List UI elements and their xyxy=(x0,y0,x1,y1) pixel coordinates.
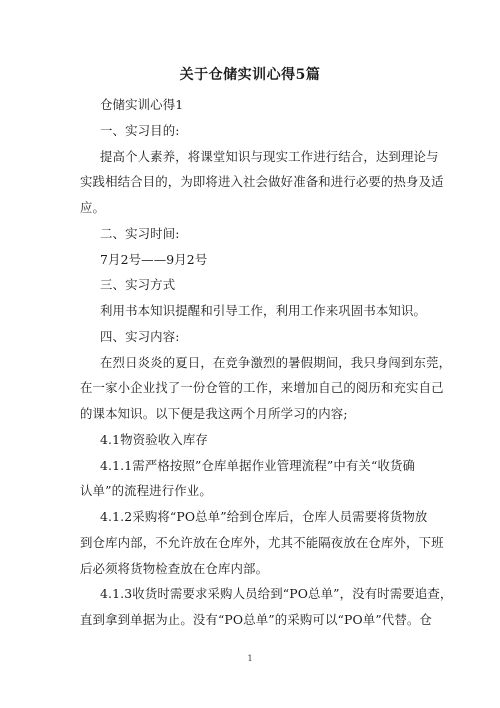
paragraph-line: 二、实习时间: xyxy=(100,226,180,241)
paragraph-line: 的课本知识。以下便是我这两个月所学习的内容; xyxy=(80,406,348,421)
paragraph-line: 应。 xyxy=(80,200,106,215)
paragraph-line: 在一家小企业找了一份仓管的工作，来增加自己的阅历和充实自己 xyxy=(80,380,444,395)
paragraph-line: 后必须将货物检查放在仓库内部。 xyxy=(80,561,269,576)
paragraph-line: 三、实习方式 xyxy=(100,277,176,292)
paragraph-line: 利用书本知识提醒和引导工作，利用工作来巩固书本知识。 xyxy=(100,303,427,318)
paragraph-line: 提高个人素养，将课堂知识与现实工作进行结合，达到理论与 xyxy=(100,149,439,164)
paragraph-line: 4.1物资验收入库存 xyxy=(100,432,208,447)
paragraph-line: 直到拿到单据为止。没有“PO总单”的采购可以“PO单”代替。仓 xyxy=(80,612,432,627)
paragraph-line: 在烈日炎炎的夏日，在竞争激烈的暑假期间，我只身闯到东莞， xyxy=(100,355,452,370)
section-heading: 仓储实训心得1 xyxy=(100,97,184,112)
paragraph-line: 四、实习内容: xyxy=(100,329,180,344)
paragraph-line: 一、实习目的: xyxy=(100,123,180,138)
document-title: 关于仓储实训心得5篇 xyxy=(179,67,321,83)
paragraph-line: 认单”的流程进行作业。 xyxy=(80,483,212,498)
paragraph-line: 实践相结合目的，为即将进入社会做好准备和进行必要的热身及适 xyxy=(80,174,444,189)
paragraph-line: 到仓库内部，不允许放在仓库外，尤其不能隔夜放在仓库外，下班 xyxy=(80,535,444,550)
paragraph-line: 4.1.1需严格按照”仓库单据作业管理流程”中有关“收货确 xyxy=(100,458,416,473)
paragraph-line: 4.1.2采购将“PO总单”给到仓库后，仓库人员需要将货物放 xyxy=(100,509,428,524)
paragraph-line: 4.1.3收货时需要求采购人员给到“PO总单”，没有时需要追查， xyxy=(100,586,453,601)
paragraph-line: 7月2号——9月2号 xyxy=(100,252,208,267)
page-number: 1 xyxy=(247,654,253,663)
